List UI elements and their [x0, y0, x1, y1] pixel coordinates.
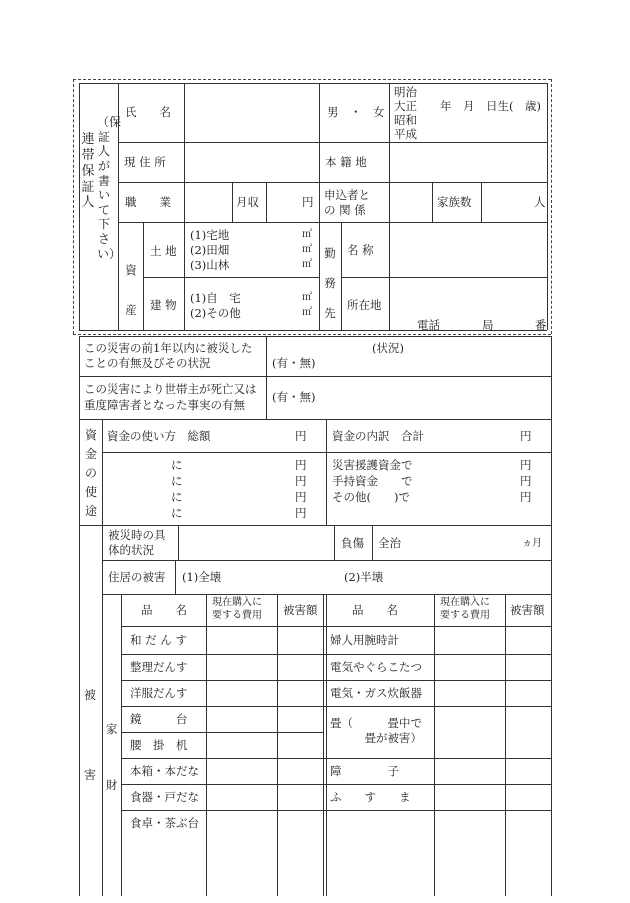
cost-header-left-2: 要する費用: [212, 610, 262, 621]
source-own-fund: 手持資金 で: [332, 474, 413, 488]
rule: [505, 594, 506, 896]
item-desk: 腰 掛 机: [130, 738, 188, 752]
status-label: (状況): [372, 341, 404, 355]
rule: [118, 222, 547, 223]
item-header-right: 品 名: [352, 603, 398, 617]
sqm-unit: ㎡: [302, 244, 312, 255]
half-destroy-option: (2)半壊: [344, 570, 384, 584]
rule: [184, 83, 185, 330]
yen-unit: 円: [302, 195, 314, 209]
sqm-unit: ㎡: [302, 259, 312, 270]
usage-yen: 円: [295, 458, 307, 472]
gender-options: 男 ・ 女: [327, 105, 385, 119]
full-destroy-option: (1)全壊: [182, 570, 222, 584]
cost-header-left-1: 現在購入に: [212, 597, 262, 608]
housing-label: 住居の被害: [108, 570, 166, 584]
income-label: 月収: [236, 195, 259, 209]
rule: [326, 419, 327, 525]
usage-total-yen: 円: [295, 429, 307, 443]
q2-yes-no: (有・無): [272, 390, 316, 404]
phone-number-label: 番: [535, 318, 547, 332]
damage-side-label-1: 被: [84, 688, 97, 702]
item-tatami-2: 畳が被害）: [330, 731, 422, 745]
rule: [551, 336, 552, 896]
rule: [118, 182, 547, 183]
rule: [121, 594, 122, 896]
rule: [121, 784, 551, 785]
land-item-residential: (1)宅地: [190, 228, 230, 242]
dashed-border: [73, 79, 551, 80]
sqm-unit: ㎡: [302, 307, 312, 318]
rule: [319, 83, 320, 330]
item-wristwatch: 婦人用腕時計: [330, 633, 399, 647]
work-name-label: 名 称: [347, 243, 374, 257]
source-other: その他( )で: [332, 490, 410, 504]
family-label: 家族数: [437, 195, 472, 209]
guarantor-paren-label: （保証人が書いて下さい）: [97, 115, 122, 261]
rule: [178, 525, 179, 560]
q2-line1: この災害により世帯主が死亡又は: [84, 382, 257, 396]
address-label: 現 住 所: [124, 155, 166, 169]
rule: [121, 706, 551, 707]
household-label-1: 家: [106, 722, 118, 736]
source-yen: 円: [520, 458, 532, 472]
rule: [79, 330, 547, 331]
phone-label: 電話: [417, 318, 440, 332]
rule: [372, 525, 373, 560]
funds-side-label: 資金の使途: [84, 428, 97, 518]
land-item-forest: (3)山林: [190, 258, 230, 272]
item-clothes-wardrobe: 洋服だんす: [130, 686, 188, 700]
usage-label: 資金の使い方 総額: [107, 429, 211, 443]
rule: [143, 222, 144, 330]
rule: [389, 83, 390, 330]
land-item-farmland: (2)田畑: [190, 243, 230, 257]
household-label-2: 財: [106, 778, 118, 792]
rule: [79, 336, 551, 337]
occupation-label: 職 業: [125, 195, 171, 209]
rule: [232, 182, 233, 222]
item-kotatsu: 電気やぐらこたつ: [330, 660, 422, 674]
rule: [206, 594, 207, 896]
item-header-left: 品 名: [141, 603, 187, 617]
usage-yen: 円: [295, 506, 307, 520]
item-shoji: 障 子: [330, 764, 399, 778]
cost-header-right-2: 要する費用: [440, 610, 490, 621]
rule: [341, 222, 342, 330]
dashed-border: [73, 79, 74, 334]
item-bookshelf: 本箱・本だな: [130, 764, 199, 778]
situation-label-1: 被災時の具: [108, 528, 166, 542]
item-wardrobe: 和 だ ん す: [130, 633, 187, 647]
rule: [432, 182, 433, 222]
rule: [121, 654, 551, 655]
rule: [79, 419, 551, 420]
item-chest: 整理だんす: [130, 660, 188, 674]
cost-header-right-1: 現在購入に: [440, 597, 490, 608]
usage-ni: に: [171, 490, 183, 504]
persons-unit: 人: [534, 195, 546, 209]
guarantor-side-label: 連帯保証人: [81, 132, 95, 211]
injury-label: 負傷: [341, 536, 364, 550]
rule: [121, 810, 551, 811]
rule: [79, 336, 80, 896]
rule: [326, 594, 327, 896]
rule: [334, 525, 335, 560]
era-meiji: 明治: [394, 85, 417, 99]
item-tatami-1: 畳（ 畳中で: [330, 716, 422, 730]
usage-ni: に: [171, 458, 183, 472]
q1-line1: この災害の前1年以内に被災した: [84, 341, 253, 355]
building-label: 建 物: [150, 298, 177, 312]
rule: [79, 83, 80, 330]
name-label: 氏 名: [125, 105, 171, 119]
work-label: 勤務先: [324, 246, 336, 320]
source-yen: 円: [520, 490, 532, 504]
item-dresser: 鏡 台: [130, 712, 188, 726]
rule: [102, 419, 103, 896]
source-yen: 円: [520, 474, 532, 488]
rule: [143, 277, 319, 278]
rule: [118, 142, 547, 143]
sqm-unit: ㎡: [302, 292, 312, 303]
full-recovery-label: 全治: [378, 536, 401, 550]
rule: [266, 336, 267, 419]
work-address-label: 所在地: [347, 298, 382, 312]
rule: [434, 594, 435, 896]
dashed-border: [73, 334, 551, 335]
birth-date-suffix: 年 月 日生( 歳): [440, 99, 541, 113]
sqm-unit: ㎡: [302, 229, 312, 240]
rule: [79, 83, 547, 84]
months-unit: ヵ月: [522, 538, 542, 549]
rule: [79, 376, 551, 377]
rule: [121, 732, 324, 733]
q2-line2: 重度障害者となった事実の有無: [84, 398, 245, 412]
source-relief-fund: 災害援護資金で: [332, 458, 413, 472]
item-fusuma: ふ す ま: [330, 790, 411, 804]
usage-ni: に: [171, 474, 183, 488]
damage-header-left: 被害額: [283, 603, 318, 617]
q1-yes-no: (有・無): [272, 356, 316, 370]
breakdown-total-yen: 円: [520, 429, 532, 443]
rule: [175, 560, 176, 594]
rule: [323, 594, 324, 896]
rule: [266, 182, 267, 222]
building-item-home: (1)自 宅: [190, 291, 241, 305]
building-item-other: (2)その他: [190, 306, 241, 320]
relation-label-1: 申込者と: [324, 188, 370, 202]
era-taisho: 大正: [394, 99, 417, 113]
rule: [121, 680, 551, 681]
usage-yen: 円: [295, 490, 307, 504]
item-cupboard: 食器・戸だな: [130, 790, 199, 804]
rule: [547, 83, 548, 330]
usage-yen: 円: [295, 474, 307, 488]
dashed-border: [551, 79, 552, 334]
era-showa: 昭和: [394, 113, 417, 127]
rule: [481, 182, 482, 222]
domicile-label: 本 籍 地: [325, 155, 367, 169]
assets-label: 資産: [125, 263, 137, 317]
item-table: 食卓・茶ぶ台: [130, 816, 199, 830]
rule: [121, 626, 551, 627]
rule: [79, 525, 551, 526]
damage-side-label-2: 害: [84, 768, 97, 782]
rule: [121, 758, 551, 759]
usage-ni: に: [171, 506, 183, 520]
rule: [341, 277, 547, 278]
land-label: 土 地: [150, 244, 177, 258]
breakdown-label: 資金の内訳 合計: [332, 429, 424, 443]
q1-line2: ことの有無及びその状況: [84, 356, 211, 370]
relation-label-2: の 関 係: [324, 203, 366, 217]
rule: [102, 560, 551, 561]
situation-label-2: 体的状況: [108, 543, 154, 557]
item-rice-cooker: 電気・ガス炊飯器: [330, 686, 422, 700]
rule: [277, 594, 278, 896]
damage-header-right: 被害額: [510, 603, 545, 617]
era-heisei: 平成: [394, 127, 417, 141]
phone-office-label: 局: [482, 318, 494, 332]
